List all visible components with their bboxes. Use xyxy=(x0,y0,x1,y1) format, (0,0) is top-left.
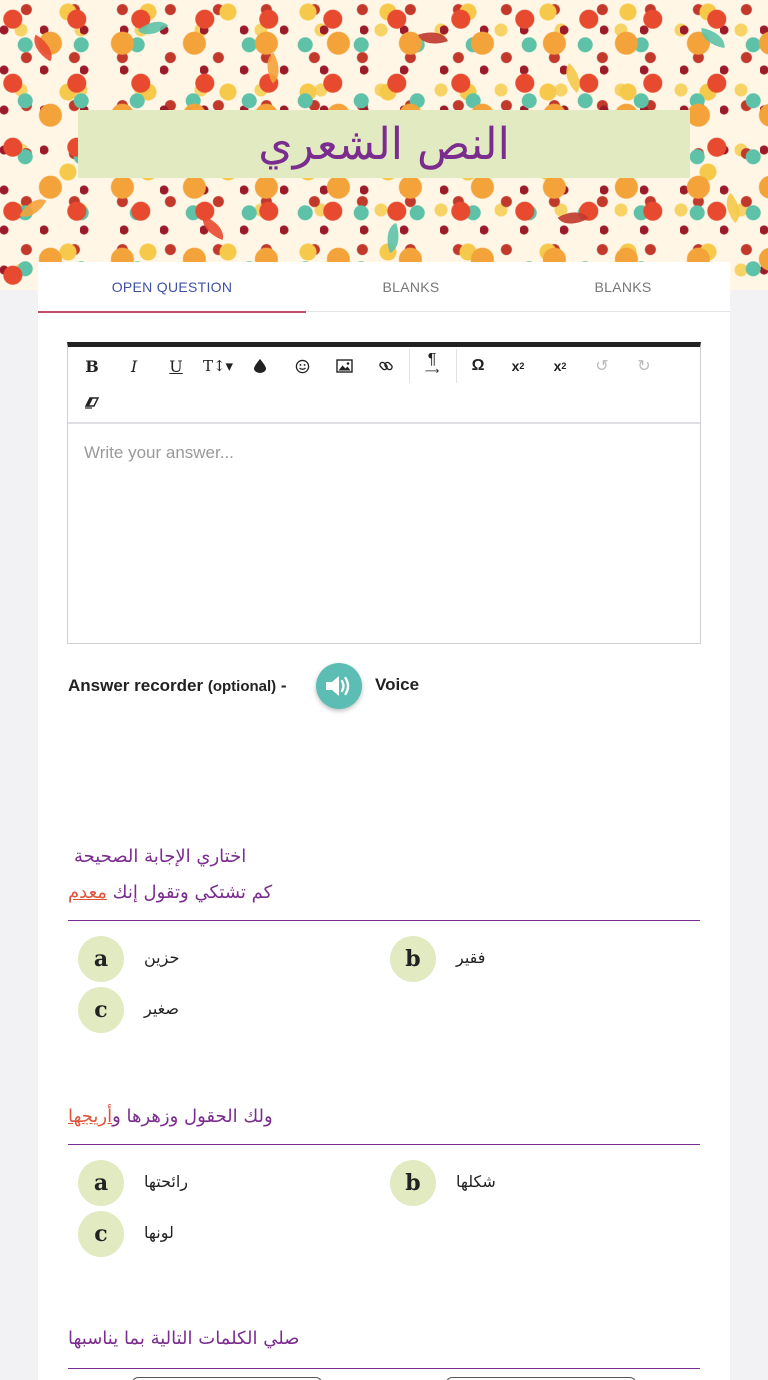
option-letter: b xyxy=(390,936,436,982)
answer-text-area[interactable]: Write your answer... xyxy=(84,443,234,462)
superscript-icon[interactable]: x 2 xyxy=(553,358,567,374)
color-drop-icon[interactable] xyxy=(240,348,280,384)
option-text: لونها xyxy=(144,1225,174,1242)
underline-icon[interactable]: U xyxy=(169,356,183,376)
bold-icon[interactable]: B xyxy=(85,356,99,376)
leaf-decoration xyxy=(699,28,727,48)
tab-bar xyxy=(38,262,730,312)
q3-instruction: صلي الكلمات التالية بما يناسبها xyxy=(68,1328,300,1349)
leaf-decoration xyxy=(381,223,405,253)
toolbar-separator xyxy=(409,349,410,383)
q2-option-a[interactable] xyxy=(78,1160,358,1206)
leaf-decoration xyxy=(418,26,448,50)
option-letter: c xyxy=(78,987,124,1033)
option-letter: c xyxy=(78,1211,124,1257)
option-text: شكلها xyxy=(456,1174,496,1191)
option-text: فقير xyxy=(456,950,486,967)
editor-toolbar xyxy=(68,347,700,424)
content-card xyxy=(38,262,730,1380)
font-size-icon[interactable]: T↕▾ xyxy=(202,357,234,375)
answer-recorder xyxy=(68,662,708,712)
q2-option-c[interactable] xyxy=(78,1211,358,1257)
toolbar-separator xyxy=(456,349,457,383)
undo-icon[interactable]: ↺ xyxy=(595,358,609,375)
tab-blanks-2[interactable]: BLANKS xyxy=(594,279,652,295)
leaf-decoration xyxy=(260,53,287,84)
redo-icon[interactable]: ↻ xyxy=(637,358,651,375)
omega-icon[interactable]: Ω xyxy=(471,357,485,374)
leaf-decoration xyxy=(138,14,168,43)
option-text: رائحتها xyxy=(144,1174,189,1191)
q1-divider xyxy=(68,920,700,921)
emoji-icon[interactable] xyxy=(282,348,322,384)
tab-blanks-1[interactable]: BLANKS xyxy=(382,279,440,295)
speaker-icon[interactable] xyxy=(316,663,362,709)
eraser-icon[interactable] xyxy=(72,385,112,421)
tab-open-question[interactable]: OPEN QUESTION xyxy=(38,262,306,312)
link-icon[interactable] xyxy=(366,348,406,384)
leaf-decoration xyxy=(558,63,588,93)
italic-icon[interactable]: I xyxy=(130,356,138,376)
option-letter: b xyxy=(390,1160,436,1206)
page-title: النص الشعري xyxy=(258,118,510,170)
q1-instruction: اختاري الإجابة الصحيحة xyxy=(74,846,247,867)
image-icon[interactable] xyxy=(324,348,364,384)
leaf-decoration xyxy=(719,193,748,223)
q1-option-a[interactable] xyxy=(78,936,358,982)
voice-label: Voice xyxy=(375,675,420,694)
q2-divider xyxy=(68,1144,700,1145)
q2-text: ولك الحقول وزهرها وأريجها xyxy=(68,1106,273,1127)
option-text: حزين xyxy=(144,950,180,967)
q1-text: كم تشتكي وتقول إنك معدم xyxy=(68,882,273,903)
leaf-decoration xyxy=(28,35,59,62)
subscript-icon[interactable]: x 2 xyxy=(511,358,525,374)
option-text: صغير xyxy=(144,1001,179,1018)
option-letter: a xyxy=(78,1160,124,1206)
header-banner xyxy=(0,0,768,290)
q2-option-b[interactable] xyxy=(390,1160,670,1206)
q3-divider xyxy=(68,1368,700,1369)
q1-option-c[interactable] xyxy=(78,987,358,1033)
title-box xyxy=(78,110,690,178)
recorder-label: Answer recorder (optional) - xyxy=(68,676,287,695)
q1-option-b[interactable] xyxy=(390,936,670,982)
rich-text-editor xyxy=(67,342,701,644)
paragraph-icon[interactable]: ¶ ⟶ xyxy=(424,351,440,377)
option-letter: a xyxy=(78,936,124,982)
leaf-decoration xyxy=(558,205,589,232)
leaf-decoration xyxy=(198,216,228,240)
leaf-decoration xyxy=(20,193,47,224)
